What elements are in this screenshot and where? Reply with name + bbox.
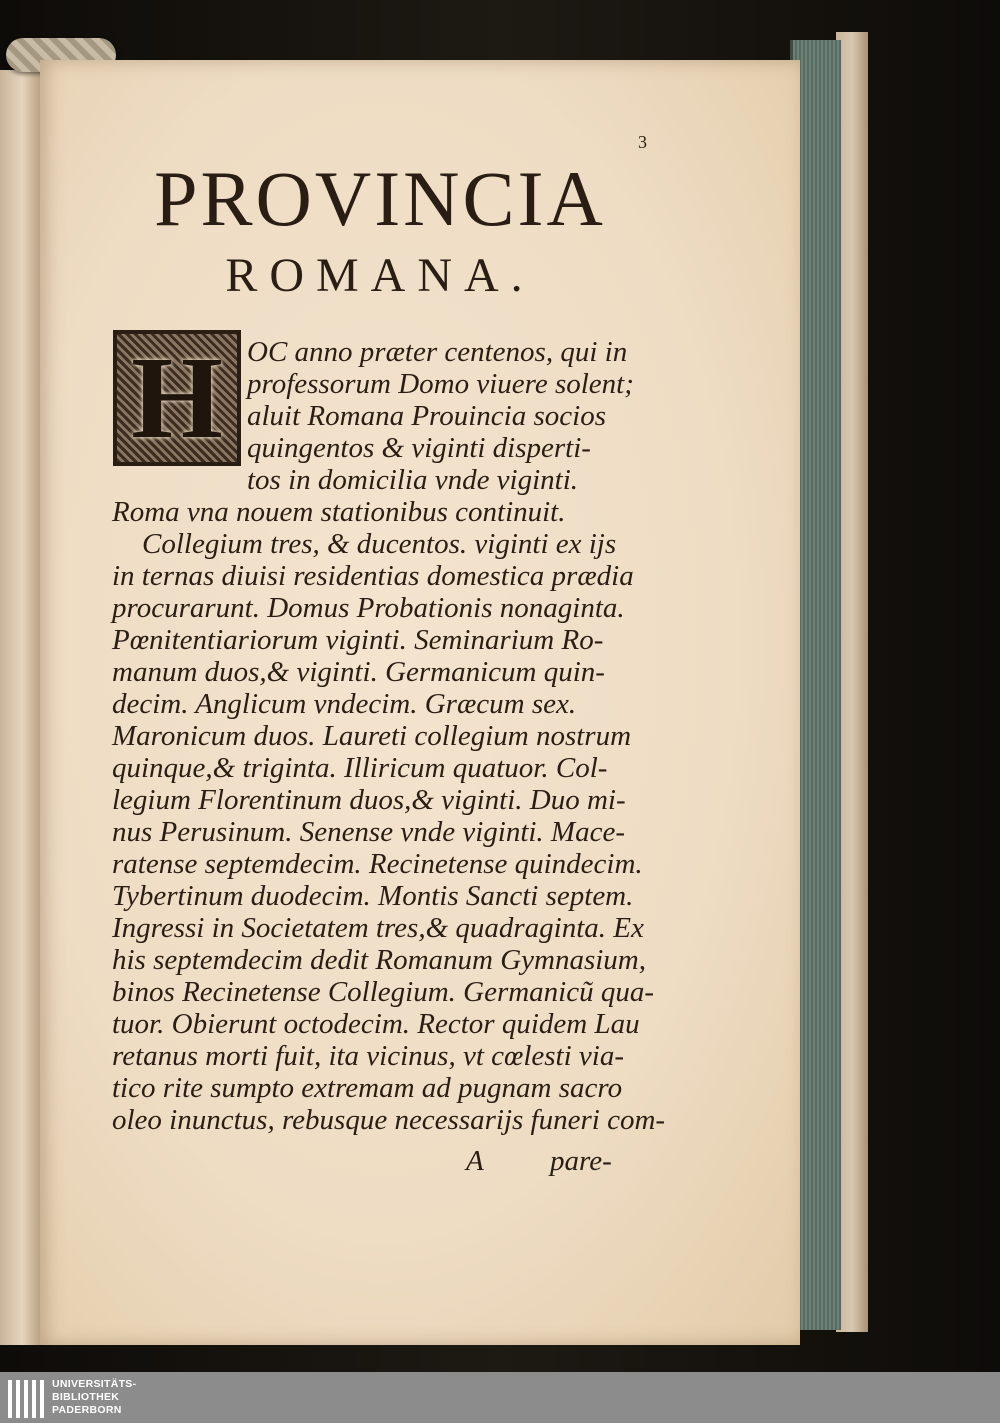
- text-line: Ingressi in Societatem tres,& quadraginta. Ex: [112, 912, 644, 944]
- text-line: oleo inunctus, rebusque necessarijs funeri com-: [112, 1104, 666, 1136]
- text-line: ratense septemdecim. Recinetense quindecim.: [112, 848, 643, 880]
- text-line: OC anno præter centenos, qui in: [247, 336, 628, 368]
- text-line: in ternas diuisi residentias domestica prædia: [112, 560, 634, 592]
- text-line: retanus morti fuit, ita vicinus, vt cœlesti via-: [112, 1040, 625, 1072]
- library-logo-icon: [8, 1378, 44, 1418]
- text-line: his septemdecim dedit Romanum Gymnasium,: [112, 944, 646, 976]
- text-line: quinque,& triginta. Illiricum quatuor. Col-: [112, 752, 608, 784]
- signature-mark: A: [466, 1145, 484, 1177]
- page-mark: 3: [638, 132, 647, 152]
- text-line: procurarunt. Domus Probationis nonaginta.: [112, 592, 625, 624]
- text-line: tos in domicilia vnde viginti.: [247, 464, 579, 496]
- page-title: PROVINCIA: [154, 155, 606, 242]
- catchword: pare-: [550, 1145, 612, 1177]
- library-name-line2: BIBLIOTHEK: [52, 1391, 120, 1403]
- text-line: binos Recinetense Collegium. Germanicũ qua-: [112, 976, 655, 1008]
- page-subtitle: ROMANA.: [225, 249, 535, 302]
- text-line: aluit Romana Prouincia socios: [247, 400, 606, 432]
- text-line: professorum Domo viuere solent;: [247, 368, 634, 400]
- text-line: Pœnitentiariorum viginti. Seminarium Ro-: [112, 624, 604, 656]
- text-line: tuor. Obierunt octodecim. Rector quidem Lau: [112, 1008, 640, 1040]
- decorated-initial: [113, 330, 241, 466]
- library-name-line3: PADERBORN: [52, 1404, 122, 1416]
- library-name-line1: UNIVERSITÄTS-: [52, 1378, 137, 1390]
- text-line: Maronicum duos. Laureti collegium nostrum: [112, 720, 632, 752]
- text-line: nus Perusinum. Senense vnde viginti. Mace-: [112, 816, 625, 848]
- text-line: legium Florentinum duos,& viginti. Duo mi-: [112, 784, 626, 816]
- left-page-edge: [0, 70, 42, 1345]
- text-line: Roma vna nouem stationibus continuit.: [112, 496, 566, 528]
- text-line: manum duos,& viginti. Germanicum quin-: [112, 656, 605, 688]
- library-footer-bar: [0, 1372, 1000, 1423]
- text-line: tico rite sumpto extremam ad pugnam sacro: [112, 1072, 623, 1104]
- initial-letter: H: [131, 332, 223, 463]
- text-line: Collegium tres, & ducentos. viginti ex ijs: [142, 528, 617, 560]
- library-name: [52, 1378, 136, 1417]
- text-line: decim. Anglicum vndecim. Græcum sex.: [112, 688, 577, 720]
- text-line: Tybertinum duodecim. Montis Sancti septem.: [112, 880, 634, 912]
- text-line: quingentos & viginti disperti-: [247, 432, 591, 464]
